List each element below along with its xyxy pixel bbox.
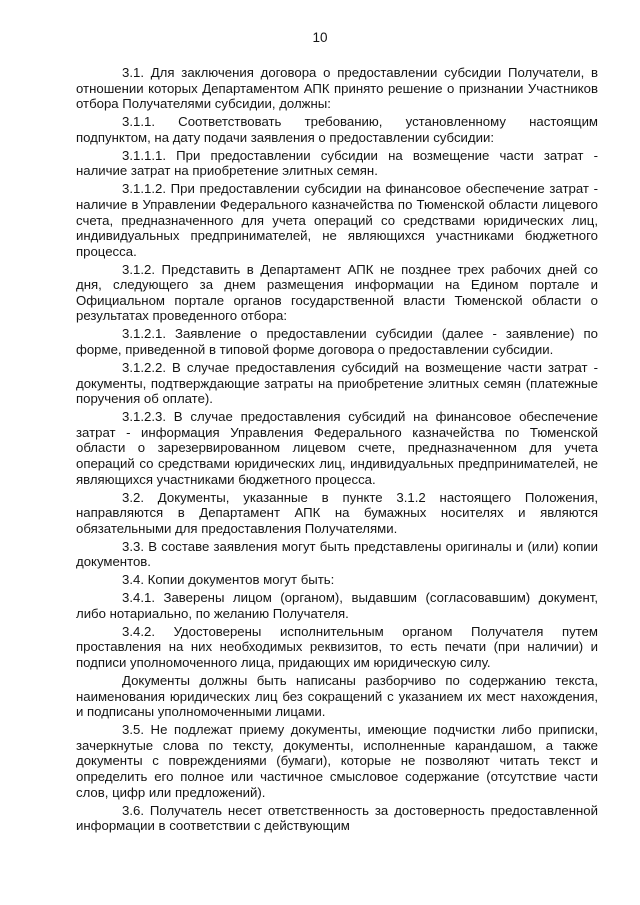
paragraph-3-1-2: 3.1.2. Представить в Департамент АПК не позднее трех рабочих дней со дня, следующего за днем размещения информации на Едином портале и Официальном портале органов государственной власти Тюменской области о результатах проведенного отбора: xyxy=(76,261,598,324)
paragraph-3-1-1-2: 3.1.1.2. При предоставлении субсидии на финансовое обеспечение затрат - наличие в Управлении Федерального казначейства по Тюменской области лицевого счета, предназначенного для учета операций со средствами юридических лиц, индивидуальных предпринимателей, не являющихся участниками бюджетного процесса. xyxy=(76,181,598,259)
paragraph-3-1-1-1: 3.1.1.1. При предоставлении субсидии на возмещение части затрат - наличие затрат на приобретение элитных семян. xyxy=(76,147,598,179)
paragraph-3-5: 3.5. Не подлежат приему документы, имеющие подчистки либо приписки, зачеркнутые слова по тексту, документы, исполненные карандашом, а также документы с повреждениями (бумаги), которые не позволяют читать текст и определить его полное или частичное смысловое содержание (отсутствие части слов, цифр или предложений). xyxy=(76,722,598,800)
paragraph-3-4-2: 3.4.2. Удостоверены исполнительным органом Получателя путем проставления на них необходимых реквизитов, то есть печати (при наличии) и подписи уполномоченного лица, придающих им юридическую силу. xyxy=(76,623,598,671)
paragraph-3-1-1: 3.1.1. Соответствовать требованию, установленному настоящим подпунктом, на дату подачи заявления о предоставлении субсидии: xyxy=(76,114,598,145)
paragraph-3-1-2-2: 3.1.2.2. В случае предоставления субсидий на возмещение части затрат - документы, подтверждающие затраты на приобретение элитных семян (платежные поручения об оплате). xyxy=(76,360,598,407)
paragraph-documents-requirements: Документы должны быть написаны разборчиво по содержанию текста, наименования юридических лиц без сокращений с указанием их мест нахождения, и подписаны уполномоченными лицами. xyxy=(76,673,598,720)
paragraph-3-3: 3.3. В составе заявления могут быть представлены оригиналы и (или) копии документов. xyxy=(76,538,598,570)
paragraph-3-4: 3.4. Копии документов могут быть: xyxy=(122,572,335,588)
paragraph-3-1: 3.1. Для заключения договора о предоставлении субсидии Получатели, в отношении которых Департаментом АПК принято решение о признании Участников отбора Получателями субсидии, должны: xyxy=(76,65,598,112)
paragraph-3-1-2-3: 3.1.2.3. В случае предоставления субсидий на финансовое обеспечение затрат - информация Управления Федерального казначейства по Тюменской области о зарезервированном лицевом счете, предназначенном для учета операций со средствами юридических лиц, индивидуальных предпринимателей, не являющихся участниками бюджетного процесса. xyxy=(76,409,598,487)
document-body xyxy=(76,65,598,834)
paragraph-3-4-1: 3.4.1. Заверены лицом (органом), выдавшим (согласовавшим) документ, либо нотариально, по желанию Получателя. xyxy=(76,590,598,621)
paragraph-3-6: 3.6. Получатель несет ответственность за достоверность предоставленной информации в соответствии с действующим xyxy=(76,802,598,834)
paragraph-3-1-2-1: 3.1.2.1. Заявление о предоставлении субсидии (далее - заявление) по форме, приведенной в типовой форме договора о предоставлении субсидии. xyxy=(76,326,598,358)
paragraph-3-2: 3.2. Документы, указанные в пункте 3.1.2 настоящего Положения, направляются в Департамент АПК на бумажных носителях и являются обязательными для предоставления Получателями. xyxy=(76,489,598,536)
page-number: 10 xyxy=(312,30,328,45)
